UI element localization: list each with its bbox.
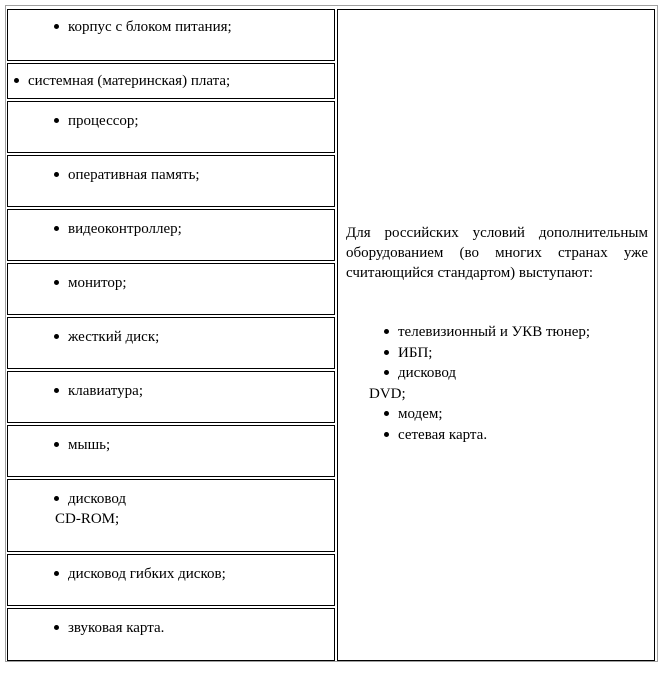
bullet-icon: [14, 78, 19, 83]
bullet-icon: [54, 571, 59, 576]
list-item: видеоконтроллер;: [54, 220, 182, 238]
table-cell-additional-equipment: [337, 9, 655, 661]
bullet-icon: [54, 625, 59, 630]
table-cell-mouse: [7, 425, 335, 477]
list-item: сетевая карта.: [384, 425, 590, 446]
table-cell-case: [7, 9, 335, 61]
table-cell-motherboard: [7, 63, 335, 99]
bullet-icon: [384, 370, 389, 375]
additional-equipment-list: [369, 322, 591, 445]
bullet-icon: [54, 442, 59, 447]
bullet-icon: [54, 172, 59, 177]
bullet-icon: [54, 280, 59, 285]
bullet-icon: [54, 118, 59, 123]
list-item: модем;: [384, 404, 590, 425]
bullet-icon: [384, 350, 389, 355]
bullet-icon: [384, 329, 389, 334]
table-cell-monitor: [7, 263, 335, 315]
list-item: оперативная память;: [54, 166, 200, 184]
list-item: монитор;: [54, 274, 127, 292]
list-item: корпус с блоком питания;: [54, 18, 232, 36]
table-cell-hdd: [7, 317, 335, 369]
list-item: дисковод: [54, 490, 126, 508]
table-cell-soundcard: [7, 608, 335, 661]
list-item: мышь;: [54, 436, 110, 454]
bullet-icon: [54, 496, 59, 501]
list-item: клавиатура;: [54, 382, 143, 400]
additional-equipment-paragraph: Для российских условий дополнительным оборудованием (во многих странах уже считающийся стандартом) выступают:: [346, 225, 648, 281]
list-item: телевизионный и УКВ тюнер;: [384, 322, 590, 343]
bullet-icon: [54, 388, 59, 393]
table-cell-cdrom: [7, 479, 335, 552]
list-item-continuation: DVD;: [369, 385, 406, 402]
bullet-icon: [54, 334, 59, 339]
list-item: процессор;: [54, 112, 139, 130]
table-cell-ram: [7, 155, 335, 207]
bullet-icon: [54, 24, 59, 29]
bullet-icon: [384, 432, 389, 437]
table-cell-processor: [7, 101, 335, 153]
table-cell-floppy: [7, 554, 335, 606]
bullet-icon: [384, 411, 389, 416]
list-item-continuation: CD-ROM;: [55, 511, 120, 527]
table-cell-videocontroller: [7, 209, 335, 261]
list-item: звуковая карта.: [54, 619, 164, 637]
list-item: жесткий диск;: [54, 328, 159, 346]
list-item: дисковод: [384, 363, 590, 384]
bullet-icon: [54, 226, 59, 231]
list-item: дисковод гибких дисков;: [54, 565, 226, 583]
table-cell-keyboard: [7, 371, 335, 423]
list-item: системная (материнская) плата;: [14, 72, 230, 90]
list-item: ИБП;: [384, 343, 590, 364]
